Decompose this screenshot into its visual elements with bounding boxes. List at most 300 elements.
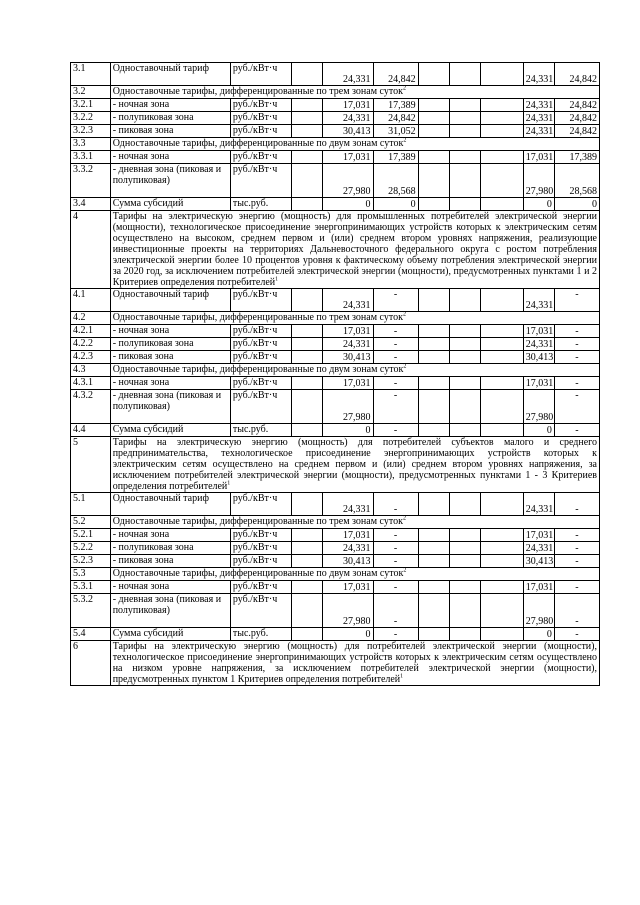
- row-name: - пиковая зона: [110, 125, 230, 138]
- value-cell: -: [554, 377, 599, 390]
- row-text: Одноставочные тарифы, дифференцированные по трем зонам суток: [112, 312, 403, 323]
- table-row: [71, 99, 600, 112]
- row-number: 3.2.2: [71, 112, 111, 125]
- empty-cell: [449, 581, 480, 594]
- value-cell: -: [554, 581, 599, 594]
- value-cell: -: [373, 493, 418, 516]
- empty-cell: [418, 493, 449, 516]
- empty-cell: [449, 325, 480, 338]
- table-row: [71, 364, 600, 377]
- row-text: Тарифы на электрическую энергию (мощность) для потребителей субъектов малого и среднего предпринимательства, технологическое присоединение энергопринимающих устройств которых к электрическим сетям осуществлено на среднем первом и (или) среднем втором уровнях напряжения, за исключением потребителей электрической энергии (мощности), предусмотренных пунктами 1 - 3 Критериев определения потребителей: [112, 437, 597, 492]
- empty-cell: [292, 628, 323, 641]
- empty-cell: [449, 125, 480, 138]
- value-cell: 24,331: [323, 112, 373, 125]
- empty-cell: [480, 63, 523, 86]
- row-unit: тыс.руб.: [230, 424, 291, 437]
- row-unit: тыс.руб.: [230, 628, 291, 641]
- row-name: Сумма субсидий: [110, 198, 230, 211]
- value-cell: -: [554, 594, 599, 628]
- value-cell: 17,031: [523, 581, 554, 594]
- table-row: [71, 529, 600, 542]
- empty-cell: [449, 594, 480, 628]
- value-cell: 17,031: [323, 529, 373, 542]
- row-number: 3.3.2: [71, 164, 111, 198]
- row-name: - ночная зона: [110, 581, 230, 594]
- empty-cell: [480, 99, 523, 112]
- table-row: [71, 198, 600, 211]
- empty-cell: [292, 377, 323, 390]
- empty-cell: [449, 338, 480, 351]
- value-cell: 24,842: [554, 63, 599, 86]
- table-row: [71, 312, 600, 325]
- value-cell: 17,031: [323, 581, 373, 594]
- row-unit: руб./кВт·ч: [230, 493, 291, 516]
- row-number: 5.2.3: [71, 555, 111, 568]
- row-name: - пиковая зона: [110, 351, 230, 364]
- value-cell: 24,331: [323, 289, 373, 312]
- row-text: Одноставочные тарифы, дифференцированные по трем зонам суток: [112, 86, 403, 97]
- row-unit: руб./кВт·ч: [230, 112, 291, 125]
- row-name: - ночная зона: [110, 99, 230, 112]
- value-cell: 0: [323, 628, 373, 641]
- footnote-mark: 2: [403, 567, 407, 574]
- empty-cell: [480, 151, 523, 164]
- row-number: 5.2: [71, 516, 111, 529]
- empty-cell: [449, 493, 480, 516]
- empty-cell: [292, 325, 323, 338]
- row-unit: руб./кВт·ч: [230, 99, 291, 112]
- table-row: [71, 164, 600, 198]
- value-cell: -: [373, 424, 418, 437]
- section-title: [110, 437, 599, 493]
- empty-cell: [480, 555, 523, 568]
- value-cell: 24,842: [554, 112, 599, 125]
- value-cell: -: [373, 581, 418, 594]
- value-cell: -: [373, 594, 418, 628]
- row-unit: руб./кВт·ч: [230, 351, 291, 364]
- empty-cell: [449, 198, 480, 211]
- subsection-title: [110, 364, 599, 377]
- row-text: Тарифы на электрическую энергию (мощность) для потребителей электрической энергии (мощности), технологическое присоединение энергопринимающих устройств которых к электрическим сетям осуществлено на низком уровне напряжения, за исключением потребителей электрической энергии (мощности), предусмотренных пунктом 1 Критериев определения потребителей: [112, 641, 597, 685]
- footnote-mark: 1: [227, 480, 231, 487]
- value-cell: -: [554, 628, 599, 641]
- row-number: 4: [71, 211, 111, 289]
- value-cell: 24,842: [373, 63, 418, 86]
- empty-cell: [418, 581, 449, 594]
- value-cell: 30,413: [523, 555, 554, 568]
- row-number: 5.4: [71, 628, 111, 641]
- empty-cell: [292, 289, 323, 312]
- empty-cell: [292, 99, 323, 112]
- empty-cell: [418, 325, 449, 338]
- row-number: 5.3.2: [71, 594, 111, 628]
- empty-cell: [480, 198, 523, 211]
- row-name: Одноставочный тариф: [110, 63, 230, 86]
- row-name: Сумма субсидий: [110, 424, 230, 437]
- row-unit: руб./кВт·ч: [230, 529, 291, 542]
- empty-cell: [292, 555, 323, 568]
- row-number: 5.2.2: [71, 542, 111, 555]
- empty-cell: [480, 325, 523, 338]
- footnote-mark: 2: [403, 363, 407, 370]
- empty-cell: [418, 542, 449, 555]
- table-row: [71, 138, 600, 151]
- table-row: [71, 377, 600, 390]
- table-row: [71, 424, 600, 437]
- table-row: [71, 516, 600, 529]
- value-cell: 0: [523, 424, 554, 437]
- value-cell: 17,389: [554, 151, 599, 164]
- table-row: [71, 542, 600, 555]
- empty-cell: [418, 125, 449, 138]
- empty-cell: [292, 542, 323, 555]
- row-name: Сумма субсидий: [110, 628, 230, 641]
- table-row: [71, 325, 600, 338]
- value-cell: 0: [323, 198, 373, 211]
- row-name: - ночная зона: [110, 151, 230, 164]
- row-number: 4.2.2: [71, 338, 111, 351]
- value-cell: 28,568: [554, 164, 599, 198]
- row-number: 4.2.1: [71, 325, 111, 338]
- table-row: [71, 568, 600, 581]
- row-unit: руб./кВт·ч: [230, 63, 291, 86]
- row-unit: руб./кВт·ч: [230, 555, 291, 568]
- empty-cell: [480, 112, 523, 125]
- row-unit: руб./кВт·ч: [230, 377, 291, 390]
- empty-cell: [480, 628, 523, 641]
- empty-cell: [418, 594, 449, 628]
- empty-cell: [292, 198, 323, 211]
- empty-cell: [418, 289, 449, 312]
- subsection-title: [110, 86, 599, 99]
- value-cell: -: [554, 493, 599, 516]
- value-cell: -: [554, 338, 599, 351]
- empty-cell: [418, 99, 449, 112]
- value-cell: 0: [373, 198, 418, 211]
- row-number: 5: [71, 437, 111, 493]
- value-cell: -: [554, 542, 599, 555]
- row-name: - ночная зона: [110, 377, 230, 390]
- row-unit: руб./кВт·ч: [230, 338, 291, 351]
- row-number: 3.4: [71, 198, 111, 211]
- tariff-table-body: [71, 63, 600, 686]
- row-unit: руб./кВт·ч: [230, 594, 291, 628]
- table-row: [71, 86, 600, 99]
- row-name: - полупиковая зона: [110, 542, 230, 555]
- row-number: 3.2: [71, 86, 111, 99]
- value-cell: -: [554, 424, 599, 437]
- empty-cell: [480, 493, 523, 516]
- empty-cell: [418, 424, 449, 437]
- empty-cell: [292, 529, 323, 542]
- row-unit: руб./кВт·ч: [230, 164, 291, 198]
- empty-cell: [449, 529, 480, 542]
- row-number: 4.2: [71, 312, 111, 325]
- value-cell: 17,031: [523, 529, 554, 542]
- row-unit: руб./кВт·ч: [230, 289, 291, 312]
- empty-cell: [418, 351, 449, 364]
- table-row: [71, 555, 600, 568]
- empty-cell: [449, 289, 480, 312]
- value-cell: 0: [323, 424, 373, 437]
- value-cell: -: [373, 325, 418, 338]
- value-cell: 0: [523, 198, 554, 211]
- empty-cell: [480, 424, 523, 437]
- footnote-mark: 2: [403, 137, 407, 144]
- empty-cell: [292, 424, 323, 437]
- value-cell: 27,980: [323, 390, 373, 424]
- row-name: - полупиковая зона: [110, 112, 230, 125]
- row-number: 4.3: [71, 364, 111, 377]
- footnote-mark: 2: [402, 515, 406, 522]
- row-number: 4.1: [71, 289, 111, 312]
- row-number: 6: [71, 641, 111, 686]
- empty-cell: [480, 289, 523, 312]
- value-cell: 30,413: [523, 351, 554, 364]
- value-cell: 30,413: [323, 125, 373, 138]
- empty-cell: [418, 390, 449, 424]
- empty-cell: [418, 529, 449, 542]
- value-cell: -: [554, 390, 599, 424]
- value-cell: 27,980: [323, 164, 373, 198]
- empty-cell: [449, 151, 480, 164]
- value-cell: 24,331: [523, 63, 554, 86]
- empty-cell: [480, 529, 523, 542]
- empty-cell: [449, 555, 480, 568]
- row-unit: руб./кВт·ч: [230, 325, 291, 338]
- empty-cell: [418, 63, 449, 86]
- value-cell: 24,331: [323, 63, 373, 86]
- footnote-mark: 2: [402, 311, 406, 318]
- empty-cell: [292, 338, 323, 351]
- empty-cell: [292, 594, 323, 628]
- empty-cell: [449, 542, 480, 555]
- empty-cell: [449, 424, 480, 437]
- empty-cell: [418, 628, 449, 641]
- empty-cell: [292, 493, 323, 516]
- empty-cell: [449, 63, 480, 86]
- empty-cell: [480, 377, 523, 390]
- empty-cell: [449, 351, 480, 364]
- table-row: [71, 493, 600, 516]
- row-number: 5.1: [71, 493, 111, 516]
- value-cell: 24,331: [523, 99, 554, 112]
- row-number: 4.2.3: [71, 351, 111, 364]
- value-cell: 17,389: [373, 99, 418, 112]
- row-number: 3.2.3: [71, 125, 111, 138]
- row-number: 3.2.1: [71, 99, 111, 112]
- value-cell: 24,842: [554, 99, 599, 112]
- row-number: 4.4: [71, 424, 111, 437]
- empty-cell: [292, 351, 323, 364]
- value-cell: 0: [554, 198, 599, 211]
- table-row: [71, 125, 600, 138]
- value-cell: 24,331: [523, 542, 554, 555]
- empty-cell: [480, 390, 523, 424]
- subsection-title: [110, 138, 599, 151]
- value-cell: -: [373, 555, 418, 568]
- subsection-title: [110, 312, 599, 325]
- value-cell: 27,980: [323, 594, 373, 628]
- empty-cell: [449, 99, 480, 112]
- empty-cell: [292, 581, 323, 594]
- empty-cell: [449, 164, 480, 198]
- empty-cell: [418, 377, 449, 390]
- row-name: - дневная зона (пиковая и полупиковая): [110, 390, 230, 424]
- table-row: [71, 151, 600, 164]
- footnote-mark: 1: [400, 673, 404, 680]
- row-name: - ночная зона: [110, 529, 230, 542]
- empty-cell: [480, 542, 523, 555]
- empty-cell: [449, 390, 480, 424]
- value-cell: -: [554, 529, 599, 542]
- value-cell: 17,031: [523, 325, 554, 338]
- value-cell: 28,568: [373, 164, 418, 198]
- table-row: [71, 581, 600, 594]
- value-cell: 17,031: [523, 377, 554, 390]
- value-cell: 17,389: [373, 151, 418, 164]
- empty-cell: [480, 338, 523, 351]
- value-cell: 17,031: [323, 99, 373, 112]
- row-unit: руб./кВт·ч: [230, 125, 291, 138]
- empty-cell: [480, 351, 523, 364]
- empty-cell: [292, 125, 323, 138]
- empty-cell: [292, 151, 323, 164]
- row-name: - пиковая зона: [110, 555, 230, 568]
- empty-cell: [418, 112, 449, 125]
- empty-cell: [480, 594, 523, 628]
- value-cell: 24,331: [523, 125, 554, 138]
- empty-cell: [292, 112, 323, 125]
- value-cell: -: [554, 555, 599, 568]
- value-cell: 27,980: [523, 594, 554, 628]
- table-row: [71, 390, 600, 424]
- value-cell: -: [554, 325, 599, 338]
- empty-cell: [449, 112, 480, 125]
- table-row: [71, 628, 600, 641]
- row-unit: руб./кВт·ч: [230, 542, 291, 555]
- tariff-document-page: [70, 62, 600, 686]
- value-cell: 24,331: [523, 338, 554, 351]
- value-cell: 17,031: [323, 325, 373, 338]
- value-cell: 27,980: [523, 164, 554, 198]
- row-number: 3.3.1: [71, 151, 111, 164]
- empty-cell: [292, 164, 323, 198]
- value-cell: 24,331: [523, 112, 554, 125]
- row-text: Одноставочные тарифы, дифференцированные по трем зонам суток: [112, 516, 403, 527]
- empty-cell: [418, 338, 449, 351]
- empty-cell: [292, 390, 323, 424]
- empty-cell: [418, 198, 449, 211]
- empty-cell: [418, 555, 449, 568]
- empty-cell: [292, 63, 323, 86]
- value-cell: -: [373, 338, 418, 351]
- table-row: [71, 63, 600, 86]
- row-name: - ночная зона: [110, 325, 230, 338]
- value-cell: 27,980: [523, 390, 554, 424]
- table-row: [71, 338, 600, 351]
- row-text: Тарифы на электрическую энергию (мощность) для промышленных потребителей электрической энергии (мощности), технологическое присоединение энергопринимающих устройств которых к электрическим сетям осуществлено на высоком, среднем первом и (или) среднем втором уровнях напряжения, реализующие инвестиционные проекты на территориях Дальневосточного федерального округа с ростом потребления электрической энергии более 10 процентов уровня к фактическому объему потребления электрической энергии за 2020 год, за исключением потребителей электрической энергии (мощности), предусмотренных пунктами 1 и 2 Критериев определения потребителей: [112, 211, 597, 288]
- value-cell: -: [373, 542, 418, 555]
- value-cell: -: [554, 351, 599, 364]
- empty-cell: [480, 164, 523, 198]
- row-text: Одноставочные тарифы, дифференцированные по двум зонам суток: [112, 568, 404, 579]
- value-cell: -: [554, 289, 599, 312]
- value-cell: 24,331: [323, 493, 373, 516]
- value-cell: 31,052: [373, 125, 418, 138]
- row-name: - дневная зона (пиковая и полупиковая): [110, 594, 230, 628]
- section-title: [110, 641, 599, 686]
- table-row: [71, 351, 600, 364]
- row-unit: руб./кВт·ч: [230, 581, 291, 594]
- section-title: [110, 211, 599, 289]
- value-cell: 17,031: [323, 151, 373, 164]
- value-cell: 17,031: [323, 377, 373, 390]
- table-row: [71, 437, 600, 493]
- value-cell: -: [373, 289, 418, 312]
- footnote-mark: 1: [275, 276, 279, 283]
- value-cell: -: [373, 390, 418, 424]
- row-number: 3.3: [71, 138, 111, 151]
- row-unit: руб./кВт·ч: [230, 390, 291, 424]
- row-unit: тыс.руб.: [230, 198, 291, 211]
- row-name: - полупиковая зона: [110, 338, 230, 351]
- empty-cell: [480, 125, 523, 138]
- value-cell: 24,331: [323, 338, 373, 351]
- value-cell: 24,331: [523, 289, 554, 312]
- empty-cell: [449, 377, 480, 390]
- table-row: [71, 641, 600, 686]
- value-cell: 24,842: [373, 112, 418, 125]
- table-row: [71, 594, 600, 628]
- row-text: Одноставочные тарифы, дифференцированные по двум зонам суток: [112, 138, 404, 149]
- row-number: 5.3.1: [71, 581, 111, 594]
- row-name: - дневная зона (пиковая и полупиковая): [110, 164, 230, 198]
- row-number: 4.3.1: [71, 377, 111, 390]
- value-cell: -: [373, 351, 418, 364]
- table-row: [71, 289, 600, 312]
- row-name: Одноставочный тариф: [110, 493, 230, 516]
- tariff-table: [70, 62, 600, 686]
- table-row: [71, 112, 600, 125]
- footnote-mark: 2: [402, 85, 406, 92]
- row-text: Одноставочные тарифы, дифференцированные по двум зонам суток: [112, 364, 404, 375]
- empty-cell: [449, 628, 480, 641]
- row-name: Одноставочный тариф: [110, 289, 230, 312]
- empty-cell: [480, 581, 523, 594]
- row-unit: руб./кВт·ч: [230, 151, 291, 164]
- value-cell: -: [373, 377, 418, 390]
- value-cell: 17,031: [523, 151, 554, 164]
- value-cell: -: [373, 529, 418, 542]
- value-cell: 30,413: [323, 555, 373, 568]
- row-number: 4.3.2: [71, 390, 111, 424]
- empty-cell: [418, 164, 449, 198]
- value-cell: 24,842: [554, 125, 599, 138]
- value-cell: -: [373, 628, 418, 641]
- row-number: 5.2.1: [71, 529, 111, 542]
- subsection-title: [110, 568, 599, 581]
- value-cell: 30,413: [323, 351, 373, 364]
- subsection-title: [110, 516, 599, 529]
- table-row: [71, 211, 600, 289]
- empty-cell: [418, 151, 449, 164]
- row-number: 3.1: [71, 63, 111, 86]
- row-number: 5.3: [71, 568, 111, 581]
- value-cell: 24,331: [523, 493, 554, 516]
- value-cell: 24,331: [323, 542, 373, 555]
- value-cell: 0: [523, 628, 554, 641]
